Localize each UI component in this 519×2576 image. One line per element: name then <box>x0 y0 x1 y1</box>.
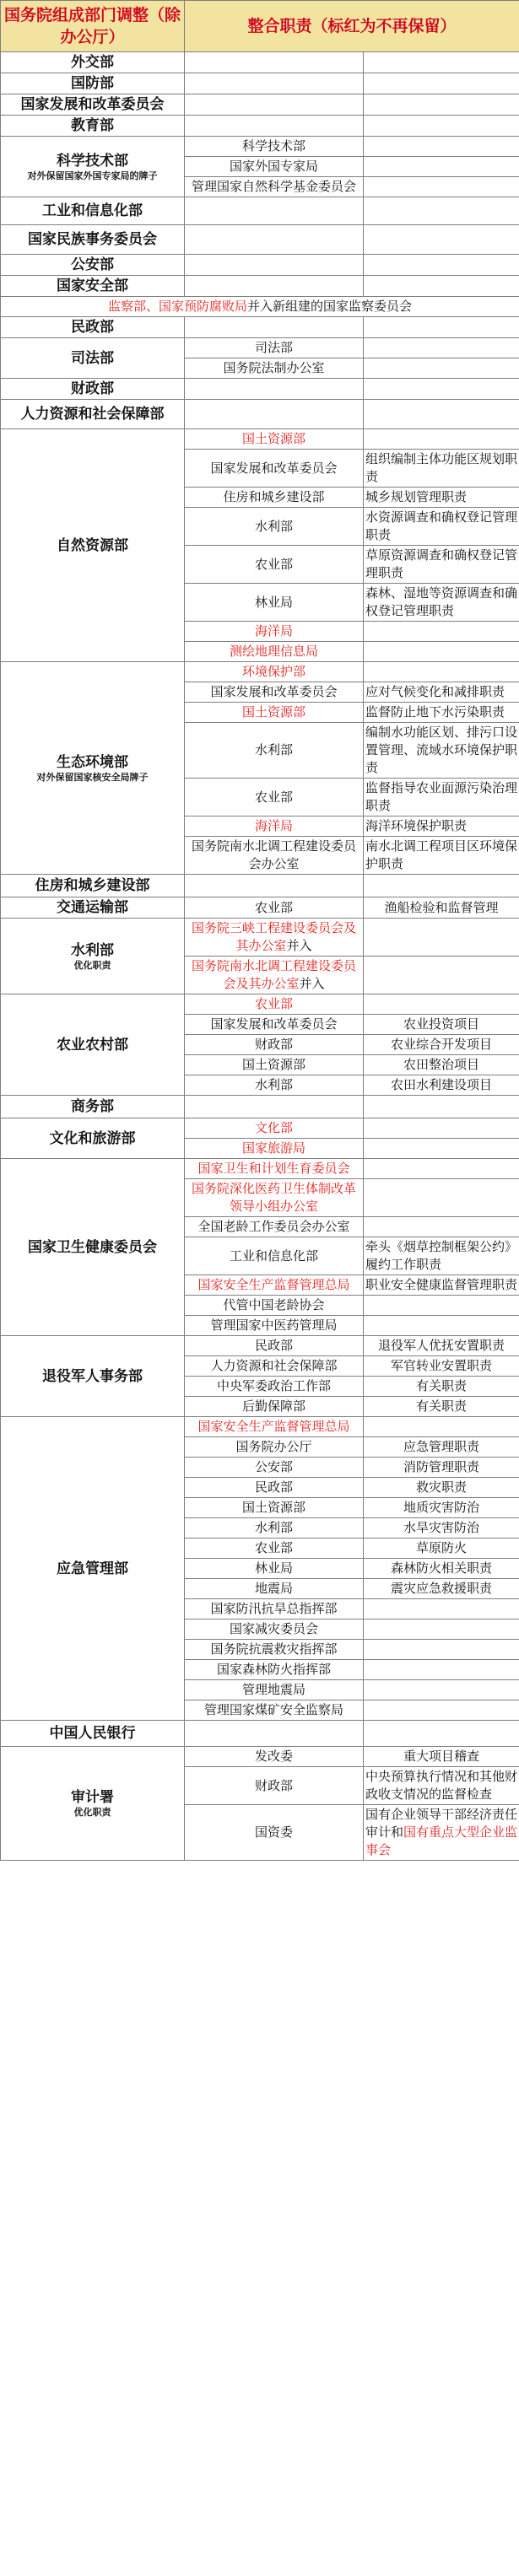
yingji-item-left: 林业局 <box>185 1559 364 1579</box>
ziran-item-right: 草原资源调查和确权登记管理职责 <box>364 546 519 584</box>
yingji-item-right <box>364 1680 519 1700</box>
nongye-item-right: 农业投资项目 <box>364 1015 519 1035</box>
shengtai-item-left: 水利部 <box>185 723 364 779</box>
weijian-item-right <box>364 1217 519 1237</box>
tuiyi-item-right: 退役军人优抚安置职责 <box>364 1336 519 1356</box>
dept-shuili-note: 优化职责 <box>73 959 111 971</box>
dept-jiaotong: 交通运输部 <box>1 897 185 919</box>
dept-renhang: 中国人民银行 <box>1 1721 185 1747</box>
dept-fagai: 国家发展和改革委员会 <box>1 94 185 116</box>
dept-keji <box>1 137 185 197</box>
weijian-item-left: 国务院深化医药卫生体制改革领导小组办公室 <box>185 1179 364 1217</box>
dept-anquan: 国家安全部 <box>1 276 185 297</box>
yingji-item-right: 森林防火相关职责 <box>364 1559 519 1579</box>
dept-gongan: 公安部 <box>1 255 185 276</box>
ziran-item-left: 住房和城乡建设部 <box>185 488 364 508</box>
shuili-merge-a-red: 国务院三峡工程建设委员会及其办公室 <box>191 920 356 953</box>
yingji-item-left: 管理国家煤矿安全监察局 <box>185 1700 364 1721</box>
yingji-item-left: 管理地震局 <box>185 1680 364 1700</box>
shuili-merge-b-rest: 并入 <box>299 976 325 991</box>
ziran-item-left: 国土资源部 <box>185 429 364 450</box>
shengtai-item-right: 南水北调工程项目区环境保护职责 <box>364 837 519 875</box>
ziran-item-left: 国家发展和改革委员会 <box>185 450 364 488</box>
nongye-item-left: 水利部 <box>185 1075 364 1096</box>
yingji-item-left: 水利部 <box>185 1518 364 1539</box>
yingji-item-right <box>364 1700 519 1721</box>
tuiyi-item-left: 后勤保障部 <box>185 1397 364 1417</box>
yingji-item-left: 国务院办公厅 <box>185 1437 364 1458</box>
weijian-item-left: 工业和信息化部 <box>185 1237 364 1275</box>
dept-shuili <box>1 919 185 994</box>
jiancha-merge-row <box>1 297 519 317</box>
wenlv-item: 国家旅游局 <box>185 1139 364 1159</box>
nongye-item-right <box>364 994 519 1015</box>
tuiyi-item-left: 人力资源和社会保障部 <box>185 1356 364 1377</box>
weijian-item-right <box>364 1179 519 1217</box>
weijian-item-right <box>364 1296 519 1316</box>
yingji-item-left: 国家安全生产监督管理总局 <box>185 1417 364 1437</box>
yingji-item-right: 水旱灾害防治 <box>364 1518 519 1539</box>
shengtai-item-right: 监督指导农业面源污染治理职责 <box>364 779 519 816</box>
ziran-item-right <box>364 429 519 450</box>
shuili-merge-a <box>185 919 364 957</box>
dept-minwei: 国家民族事务委员会 <box>1 225 185 255</box>
yingji-item-left: 公安部 <box>185 1458 364 1478</box>
dept-shengtai-note: 对外保留国家核安全局牌子 <box>36 771 149 783</box>
shenji-item-left: 国资委 <box>185 1805 364 1861</box>
weijian-item-right <box>364 1316 519 1336</box>
ziran-item-right: 城乡规划管理职责 <box>364 488 519 508</box>
shuili-merge-a-rest: 并入 <box>286 938 312 953</box>
yingji-item-right <box>364 1660 519 1680</box>
dept-jiaoyu: 教育部 <box>1 116 185 137</box>
shuili-merge-b-red: 国务院南水北调工程建设委员会及其办公室 <box>191 958 356 991</box>
sifa-item: 国务院法制办公室 <box>185 358 364 379</box>
yingji-item-right <box>364 1599 519 1619</box>
nongye-item-right: 农田整治项目 <box>364 1055 519 1075</box>
yingji-item-left: 国务院抗震救灾指挥部 <box>185 1640 364 1660</box>
yingji-item-left: 国家减灾委员会 <box>185 1619 364 1640</box>
ziran-item-right: 森林、湿地等资源调查和确权登记管理职责 <box>364 584 519 622</box>
dept-weijian: 国家卫生健康委员会 <box>1 1159 185 1336</box>
dept-keji-note: 对外保留国家外国专家局的牌子 <box>27 170 158 181</box>
yingji-item-left: 农业部 <box>185 1539 364 1559</box>
ziran-item-left: 农业部 <box>185 546 364 584</box>
weijian-item-right: 牵头《烟草控制框架公约》履约工作职责 <box>364 1237 519 1275</box>
yingji-item-right: 震灾应急救援职责 <box>364 1579 519 1599</box>
nongye-item-left: 国土资源部 <box>185 1055 364 1075</box>
shenji-item-right-red: 国有重点大型企业监事会 <box>365 1824 518 1857</box>
nongye-item-left: 农业部 <box>185 994 364 1015</box>
nongye-item-left: 财政部 <box>185 1035 364 1055</box>
nongye-item-right: 农业综合开发项目 <box>364 1035 519 1055</box>
dept-gongxin: 工业和信息化部 <box>1 197 185 225</box>
shengtai-item-left: 国务院南水北调工程建设委员会办公室 <box>185 837 364 875</box>
dept-shangwu: 商务部 <box>1 1096 185 1118</box>
header-col1: 国务院组成部门调整（除办公厅） <box>1 1 185 52</box>
jiancha-red2: 国家预防腐败局 <box>159 299 248 314</box>
keji-item: 管理国家自然科学基金委员会 <box>185 177 364 197</box>
dept-ziran: 自然资源部 <box>1 429 185 662</box>
dept-shengtai-name: 生态环境部 <box>57 753 128 771</box>
yingji-item-left: 国家防汛抗旱总指挥部 <box>185 1599 364 1619</box>
dept-waijiao: 外交部 <box>1 52 185 73</box>
weijian-item-left: 代管中国老龄协会 <box>185 1296 364 1316</box>
dept-shenji-note: 优化职责 <box>73 1807 111 1818</box>
ziran-item-right <box>364 642 519 662</box>
yingji-item-right: 地质灾害防治 <box>364 1498 519 1518</box>
dept-nongye: 农业农村部 <box>1 994 185 1096</box>
yingji-item-right: 草原防火 <box>364 1539 519 1559</box>
jiancha-rest: 并入新组建的国家监察委员会 <box>247 299 413 314</box>
yingji-item-right: 应急管理职责 <box>364 1437 519 1458</box>
ziran-item-left: 林业局 <box>185 584 364 622</box>
shenji-item-left: 发改委 <box>185 1747 364 1767</box>
shengtai-item-right: 海洋环境保护职责 <box>364 816 519 837</box>
ziran-item-right: 水资源调查和确权登记管理职责 <box>364 508 519 546</box>
weijian-item-left: 管理国家中医药管理局 <box>185 1316 364 1336</box>
yingji-item-right: 消防管理职责 <box>364 1458 519 1478</box>
dept-minzheng: 民政部 <box>1 317 185 338</box>
weijian-item-left: 全国老龄工作委员会办公室 <box>185 1217 364 1237</box>
ziran-item-left: 测绘地理信息局 <box>185 642 364 662</box>
ziran-item-left: 海洋局 <box>185 622 364 642</box>
yingji-item-left: 国家森林防火指挥部 <box>185 1660 364 1680</box>
yingji-item-right: 救灾职责 <box>364 1478 519 1498</box>
yingji-item-right <box>364 1619 519 1640</box>
shengtai-item-left: 环境保护部 <box>185 662 364 682</box>
yingji-item-left: 国土资源部 <box>185 1498 364 1518</box>
jiaotong-item-right: 渔船检验和监督管理 <box>364 897 519 919</box>
shuili-merge-b <box>185 957 364 994</box>
shenji-item-right: 重大项目稽查 <box>364 1747 519 1767</box>
yingji-item-left: 地震局 <box>185 1579 364 1599</box>
jiancha-sep: 、 <box>145 299 159 314</box>
dept-wenlv: 文化和旅游部 <box>1 1118 185 1159</box>
dept-shuili-name: 水利部 <box>71 941 114 959</box>
tuiyi-item-right: 军官转业安置职责 <box>364 1356 519 1377</box>
ziran-item-left: 水利部 <box>185 508 364 546</box>
dept-shenji-name: 审计署 <box>71 1789 114 1806</box>
ziran-item-right: 组织编制主体功能区规划职责 <box>364 450 519 488</box>
weijian-item-right: 职业安全健康监督管理职责 <box>364 1275 519 1296</box>
shengtai-item-right: 编制水功能区划、排污口设置管理、流域水环境保护职责 <box>364 723 519 779</box>
weijian-item-left: 国家卫生和计划生育委员会 <box>185 1159 364 1179</box>
shenji-item-left: 财政部 <box>185 1767 364 1805</box>
dept-keji-name: 科学技术部 <box>57 152 128 170</box>
sifa-item: 司法部 <box>185 338 364 358</box>
dept-sifa: 司法部 <box>1 338 185 379</box>
dept-guofang: 国防部 <box>1 73 185 94</box>
shenji-item-right <box>364 1805 519 1861</box>
tuiyi-item-right: 有关职责 <box>364 1397 519 1417</box>
yingji-item-left: 民政部 <box>185 1478 364 1498</box>
shengtai-item-right: 监督防止地下水污染职责 <box>364 703 519 723</box>
dept-caizheng: 财政部 <box>1 379 185 400</box>
yingji-item-right <box>364 1640 519 1660</box>
header-col2: 整合职责（标红为不再保留） <box>185 1 519 52</box>
shengtai-item-right <box>364 662 519 682</box>
weijian-item-right <box>364 1159 519 1179</box>
dept-shengtai <box>1 662 185 875</box>
shengtai-item-left: 农业部 <box>185 779 364 816</box>
shengtai-item-right: 应对气候变化和减排职责 <box>364 682 519 703</box>
nongye-item-right: 农田水利建设项目 <box>364 1075 519 1096</box>
jiancha-red1: 监察部 <box>107 299 146 314</box>
jiaotong-item-left: 农业部 <box>185 897 364 919</box>
nongye-item-left: 国家发展和改革委员会 <box>185 1015 364 1035</box>
tuiyi-item-left: 中央军委政治工作部 <box>185 1377 364 1397</box>
shenji-item-right-black: 国有企业领导干部经济责任审计和 <box>365 1807 518 1840</box>
wenlv-item: 文化部 <box>185 1118 364 1139</box>
dept-renshe: 人力资源和社会保障部 <box>1 400 185 429</box>
yingji-item-right <box>364 1417 519 1437</box>
shengtai-item-left: 国家发展和改革委员会 <box>185 682 364 703</box>
ziran-item-right <box>364 622 519 642</box>
tuiyi-item-left: 民政部 <box>185 1336 364 1356</box>
dept-yingji: 应急管理部 <box>1 1417 185 1721</box>
weijian-item-left: 国家安全生产监督管理总局 <box>185 1275 364 1296</box>
shengtai-item-left: 海洋局 <box>185 816 364 837</box>
dept-shenji <box>1 1747 185 1861</box>
tuiyi-item-right: 有关职责 <box>364 1377 519 1397</box>
dept-zhujian: 住房和城乡建设部 <box>1 875 185 897</box>
dept-tuiyi: 退役军人事务部 <box>1 1336 185 1417</box>
shengtai-item-left: 国土资源部 <box>185 703 364 723</box>
keji-item: 国家外国专家局 <box>185 157 364 177</box>
keji-item: 科学技术部 <box>185 137 364 157</box>
shenji-item-right: 中央预算执行情况和其他财政收支情况的监督检查 <box>364 1767 519 1805</box>
